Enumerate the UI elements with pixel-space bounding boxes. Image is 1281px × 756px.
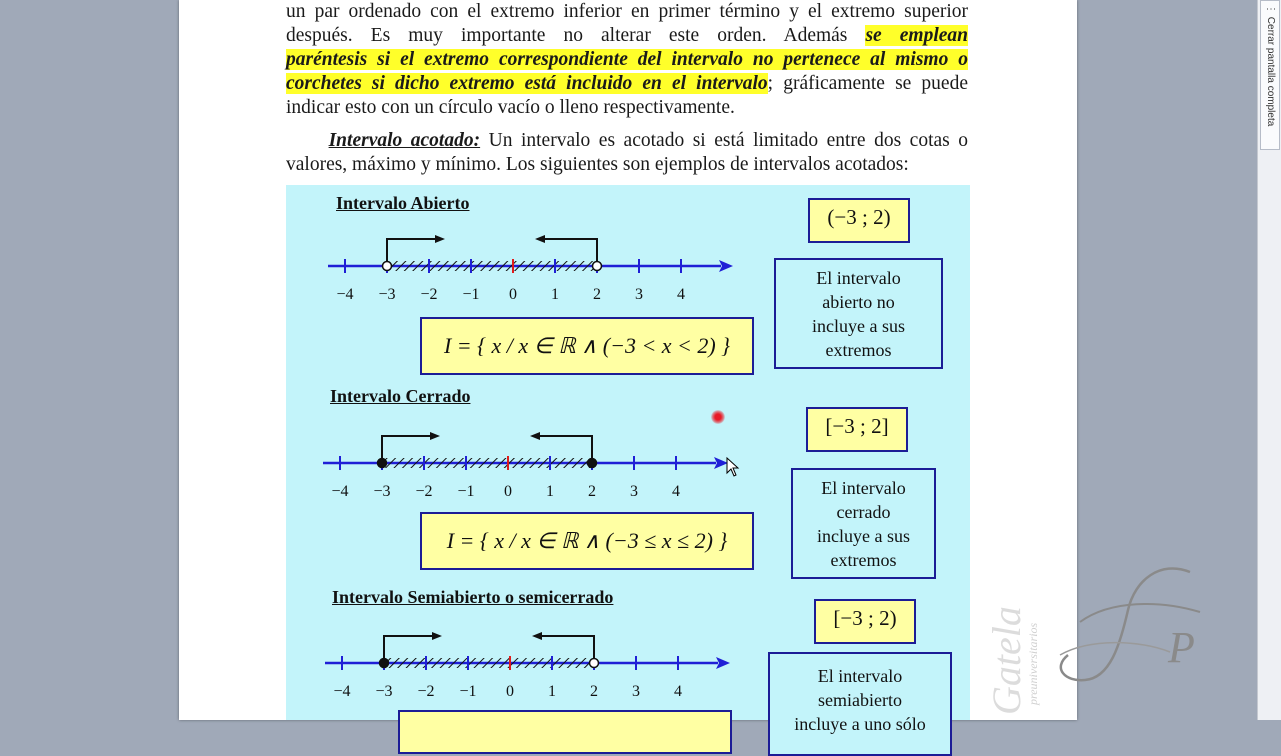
interval-notation-box: [−3 ; 2) — [814, 599, 916, 644]
tick-label: −2 — [415, 483, 433, 500]
description-line: incluye a uno sólo — [794, 714, 926, 734]
svg-text:preuniversitarios: preuniversitarios — [1026, 622, 1040, 705]
tick-label: −3 — [373, 483, 391, 500]
tick-label: −2 — [420, 286, 438, 303]
text-line: un par ordenado con el extremo inferior en primer término y el extremo superior — [286, 1, 968, 22]
axis-arrowhead — [716, 657, 730, 669]
text-plain: después. Es muy importante no alterar este orden. Además — [286, 25, 848, 46]
description-line: incluye a sus — [817, 525, 910, 546]
description-line: cerrado — [836, 501, 891, 522]
text-plain: Un intervalo es acotado si está limitado entre dos cotas o — [480, 130, 969, 151]
close-fullscreen-label: Cerrar pantalla completa — [1265, 16, 1276, 127]
tick-label: −4 — [331, 483, 349, 500]
tick-label: −1 — [459, 683, 477, 700]
description-line: El intervalo — [821, 477, 906, 498]
open-endpoint — [590, 659, 599, 668]
tick-label: 4 — [674, 683, 682, 700]
closed-endpoint — [380, 659, 389, 668]
tick-label: 1 — [546, 483, 554, 500]
mouse-pointer-icon — [726, 457, 740, 477]
tick-label: 4 — [677, 286, 685, 303]
tick-label: −3 — [378, 286, 396, 303]
tick-label: 0 — [506, 683, 514, 700]
tick-label: 2 — [588, 483, 596, 500]
tick-label: −3 — [375, 683, 393, 700]
tick-label: 2 — [593, 286, 601, 303]
description-box — [774, 258, 943, 369]
fp-logo-watermark — [1040, 560, 1220, 690]
set-formula-box — [398, 710, 732, 754]
svg-text:Gatela: Gatela — [984, 606, 1029, 715]
paragraph-interval-notation — [286, 0, 968, 120]
highlighted-text: se emplean — [865, 25, 969, 46]
right-bound-arrowhead — [532, 632, 542, 640]
description-box — [791, 468, 936, 579]
tick-label: 3 — [630, 483, 638, 500]
section-title-semiabierto: Intervalo Semiabierto o semicerrado — [332, 587, 614, 607]
description-line: El intervalo — [816, 267, 901, 288]
highlighted-text: paréntesis si el extremo correspondiente del intervalo no pertenece al mismo o — [286, 49, 968, 70]
tick-label: −4 — [336, 286, 354, 303]
tick-label: −2 — [417, 683, 435, 700]
section-title-cerrado: Intervalo Cerrado — [330, 386, 471, 406]
tick-label: 1 — [551, 286, 559, 303]
text-line: valores, máximo y mínimo. Los siguientes son ejemplos de intervalos acotados: — [286, 154, 909, 175]
text-line — [286, 72, 968, 96]
description-line: abierto no — [822, 291, 895, 312]
laser-pointer-icon — [711, 410, 725, 424]
tick-label: 2 — [590, 683, 598, 700]
tick-label: 4 — [672, 483, 680, 500]
right-bound-arrow — [540, 636, 594, 658]
svg-text:P: P — [1168, 623, 1195, 672]
left-bound-arrowhead — [432, 632, 442, 640]
tick-label: 3 — [632, 683, 640, 700]
description-line: El intervalo — [817, 666, 903, 686]
left-bound-arrow — [384, 636, 434, 658]
set-formula-box: I = { x / x ∈ ℝ ∧ (−3 < x < 2) } — [420, 317, 754, 375]
tick-label: 0 — [504, 483, 512, 500]
interval-hatch — [384, 658, 594, 668]
description-line: extremos — [830, 549, 897, 570]
tick-label: 0 — [509, 286, 517, 303]
section-title-abierto: Intervalo Abierto — [336, 193, 470, 213]
text-line — [286, 129, 968, 153]
tick-label: −1 — [457, 483, 475, 500]
tick-label: 3 — [635, 286, 643, 303]
set-formula-box: I = { x / x ∈ ℝ ∧ (−3 ≤ x ≤ 2) } — [420, 512, 754, 570]
tick-label: −1 — [462, 286, 480, 303]
description-line: incluye a sus — [812, 315, 905, 336]
description-line: semiabierto — [818, 690, 902, 710]
number-line-semiabierto — [286, 185, 756, 705]
close-fullscreen-button[interactable] — [1262, 4, 1276, 144]
description-line: extremos — [825, 339, 892, 360]
text-line: indicar esto con un círculo vacío o lleno respectivamente. — [286, 97, 735, 118]
text-line — [286, 24, 968, 48]
document-page — [179, 0, 1077, 734]
watermark-text — [975, 555, 1045, 720]
close-fullscreen-icon: ⋮ — [1265, 4, 1276, 14]
highlighted-text: corchetes si dicho extremo está incluido en el intervalo — [286, 73, 768, 94]
text-plain: ; gráficamente se puede — [767, 73, 968, 94]
examples-panel — [286, 185, 970, 734]
interval-notation-box: (−3 ; 2) — [808, 198, 910, 243]
interval-notation-box: [−3 ; 2] — [806, 407, 908, 452]
text-line — [286, 48, 968, 72]
term-intervalo-acotado: Intervalo acotado: — [328, 130, 481, 151]
paragraph-bounded-interval — [286, 129, 968, 177]
description-box — [768, 652, 952, 756]
tick-label: −4 — [333, 683, 351, 700]
tick-label: 1 — [548, 683, 556, 700]
